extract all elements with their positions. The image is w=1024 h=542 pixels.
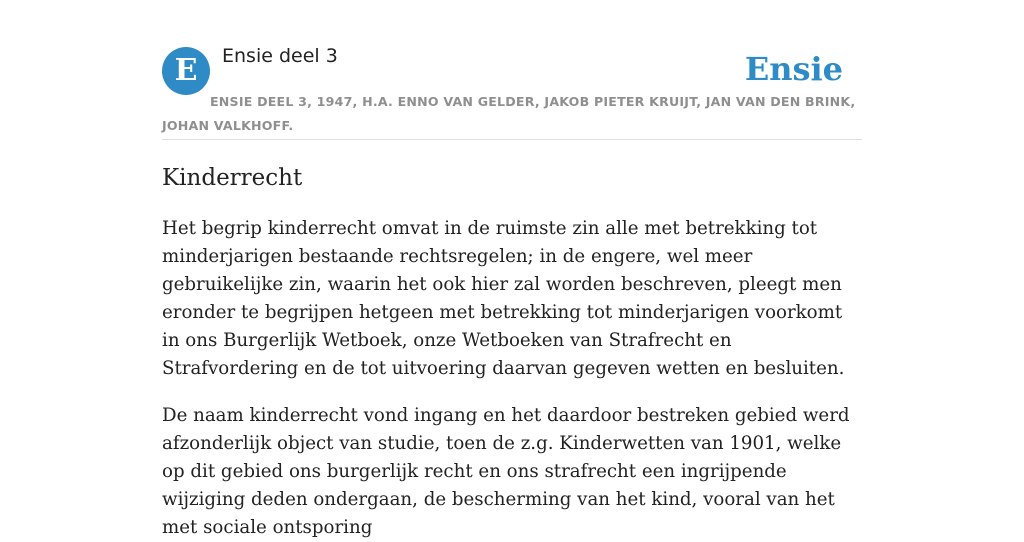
article [162,160,862,542]
ensie-logo[interactable]: E [162,47,210,95]
book-meta: ENSIE DEEL 3, 1947, H.A. ENNO VAN GELDER, JAKOB PIETER KRUIJT, JAN VAN DEN BRINK, JOHAN VALKHOFF. [162,94,856,133]
page-header [162,0,862,140]
article-paragraph: Het begrip kinderrecht omvat in de ruimste zin alle met betrekking tot minderjarigen bestaande rechtsregelen; in de engere, wel meer gebruikelijke zin, waarin het ook hier zal worden beschreven, pleegt men eronder te begrijpen hetgeen met betrekking tot minderjarigen voorkomt in ons Burgerlijk Wetboek, onze Wetboeken van Strafrecht en Strafvordering en de tot uitvoering daarvan gegeven wetten en besluiten. [162,218,845,379]
article-paragraph: De naam kinderrecht vond ingang en het daardoor bestreken gebied werd afzonderlijk object van studie, toen de z.g. Kinderwetten van 1901, welke op dit gebied ons burgerlijk recht en ons strafrecht een ingrijpende wijziging deden ondergaan, de bescherming van het kind, vooral van het met sociale ontsporing [162,405,850,538]
book-title[interactable]: Ensie deel 3 [222,45,338,67]
brand-logo[interactable]: Ensie [744,50,843,88]
article-title: Kinderrecht [162,165,303,191]
